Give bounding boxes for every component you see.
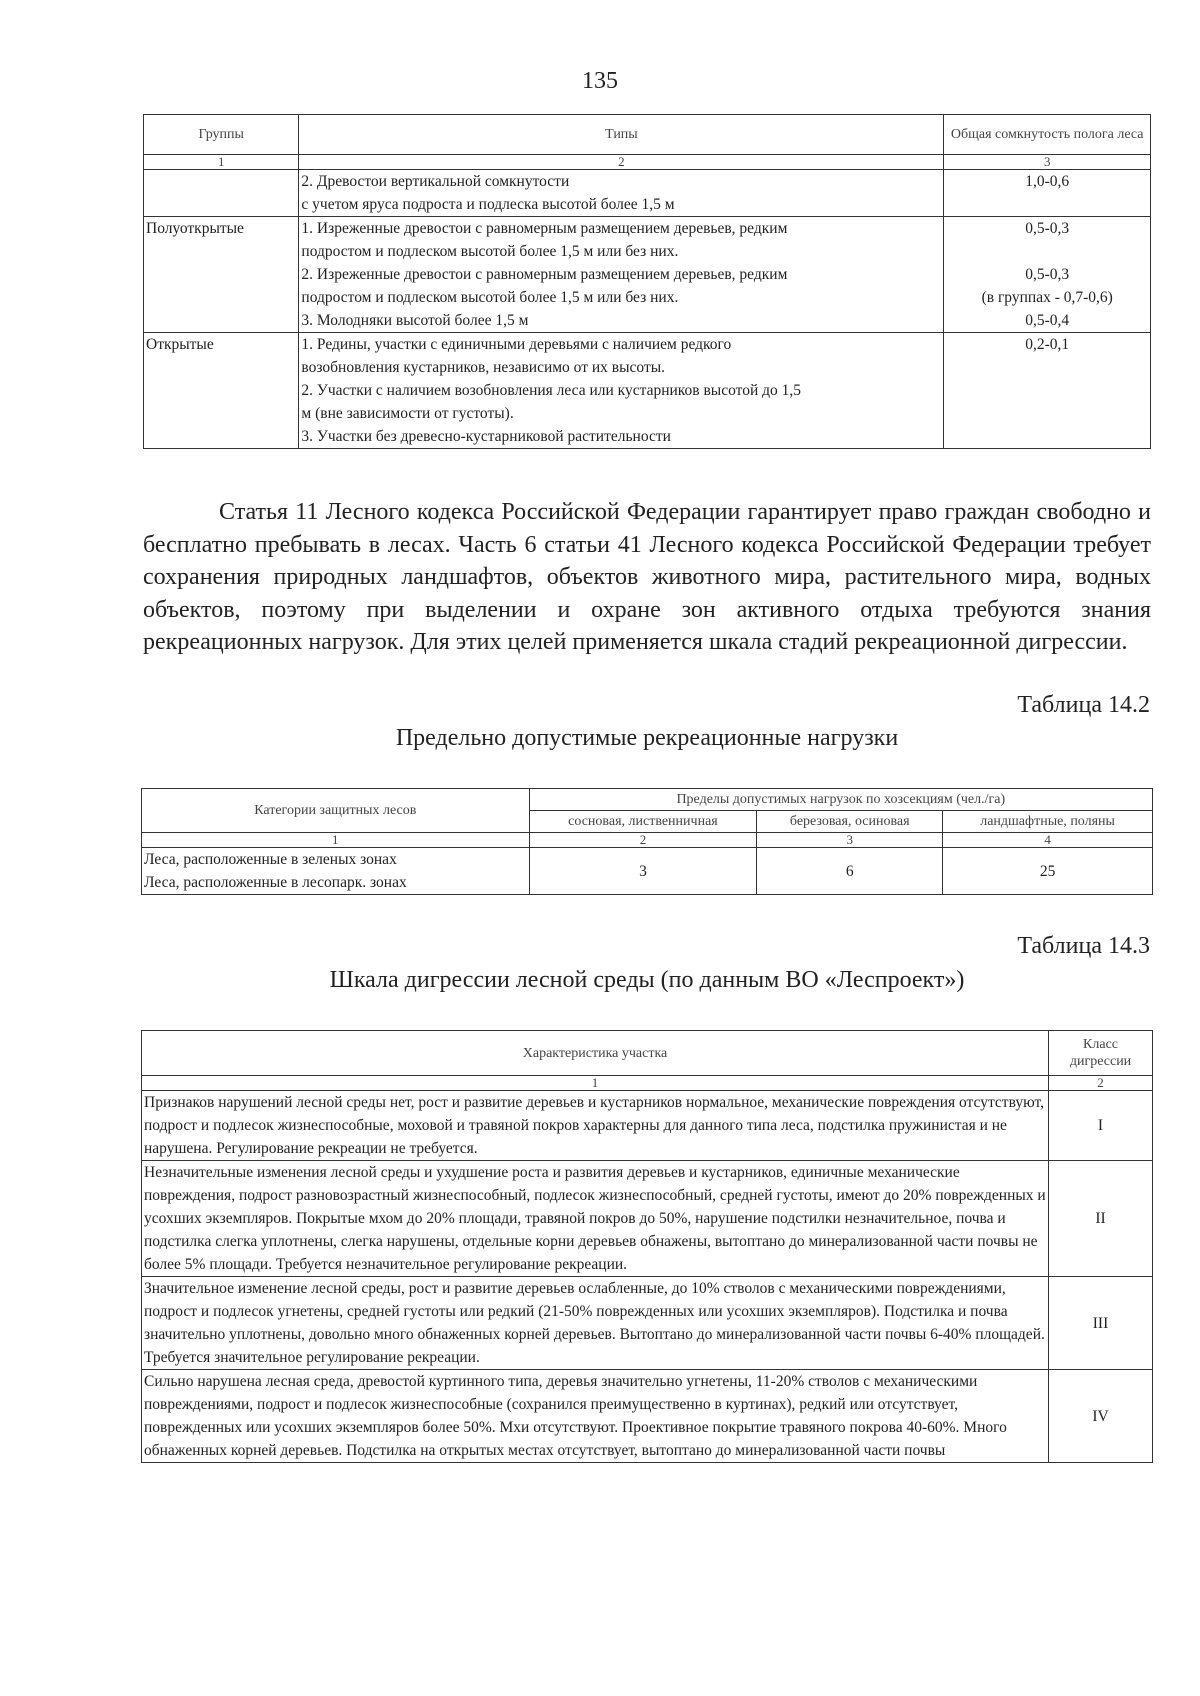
characteristic-text: Незначительные изменения лесной среды и ухудшение роста и развития деревьев и кустарников, единичные механические повреждения, подрост разновозрастный жизнеспособный, подлесок жизнеспособный, средней густоты, имеют до 20% поврежденных и усохших экземпляров. Покрытые мхом до 20% площади, травяной покров до 50%, нарушение подстилки незначительное, почва и подстилка слегка уплотнены, слегка нарушены, отдельные корни деревьев обнажены, вытоптано до минерализованной части почвы не более 5% площади. Требуется незначительное регулирование рекреации. — [142, 1161, 1049, 1277]
type-line: 2. Изреженные древостои с равномерным размещением деревьев, редким — [301, 266, 788, 283]
type-line: подростом и подлеском высотой более 1,5 м или без них. — [301, 243, 679, 260]
type-line: 2. Древостои вертикальной сомкнутости — [301, 173, 570, 190]
characteristic-text: Значительное изменение лесной среды, рост и развитие деревьев ослабленные, до 10% стволов с механическими повреждениями, подрост и подлесок угнетены, средней густоты или редкий (21-50% поврежденных или усохших экземпляров). Подстилка и почва значительно уплотнены, довольно много обнаженных корней деревьев. Вытоптано до минерализованной части почвы 6-40% площадей. Требуется значительное регулирование рекреации. — [142, 1277, 1049, 1370]
column-number: 1 — [142, 833, 530, 848]
table-header-class: Класс дигрессии — [1049, 1031, 1153, 1076]
column-number: 2 — [1049, 1076, 1153, 1091]
table-row — [144, 333, 1151, 449]
load-value: 25 — [943, 848, 1153, 895]
forest-category: Леса, расположенные в зеленых зонах — [144, 851, 397, 868]
table-header-groups: Группы — [144, 115, 299, 155]
type-line: м (вне зависимости от густоты). — [301, 405, 514, 422]
column-number: 1 — [144, 155, 299, 170]
table-row — [144, 217, 1151, 333]
body-paragraph: Статья 11 Лесного кодекса Российской Федерации гарантирует право граждан свободно и бесплатно пребывать в лесах. Часть 6 статьи 41 Лесного кодекса Российской Федерации требует сохранения природных ландшафтов, объектов животного мира, растительного мира, водных объектов, поэтому при выделении и охране зон активного отдыха требуются знания рекреационных нагрузок. Для этих целей применяется шкала стадий рекреационной дигрессии. — [143, 499, 1151, 655]
table-label: Таблица 14.2 — [1017, 692, 1150, 718]
table-label: Таблица 14.3 — [1017, 933, 1150, 959]
table-subheader: березовая, осиновая — [757, 811, 943, 833]
digression-class: II — [1049, 1161, 1153, 1277]
column-number: 2 — [529, 833, 757, 848]
table-header-limits: Пределы допустимых нагрузок по хозсекциям (чел./га) — [529, 789, 1152, 811]
column-number: 3 — [757, 833, 943, 848]
type-line: с учетом яруса подроста и подлеска высотой более 1,5 м — [301, 196, 675, 213]
table-header-closure: Общая сомкнутость полога леса — [944, 115, 1151, 155]
column-number: 3 — [944, 155, 1151, 170]
table-row — [142, 1370, 1153, 1463]
canopy-closure-table — [143, 114, 1151, 449]
table-subheader: ландшафтные, поляны — [943, 811, 1153, 833]
recreational-load-table — [141, 788, 1153, 895]
closure-value: 0,2-0,1 — [1025, 336, 1070, 353]
group-name: Открытые — [144, 333, 299, 449]
table-subheader: сосновая, лиственничная — [529, 811, 757, 833]
table-row — [142, 1161, 1153, 1277]
table-row — [142, 1277, 1153, 1370]
column-number: 2 — [299, 155, 944, 170]
type-line: 1. Редины, участки с единичными деревьями с наличием редкого — [301, 336, 732, 353]
digression-class: III — [1049, 1277, 1153, 1370]
digression-class: I — [1049, 1091, 1153, 1161]
table-header-characteristic: Характеристика участка — [142, 1031, 1049, 1076]
closure-value: (в группах - 0,7-0,6) — [981, 289, 1113, 306]
type-line: подростом и подлеском высотой более 1,5 м или без них. — [301, 289, 679, 306]
closure-value: 0,5-0,3 — [1025, 266, 1070, 283]
table-row — [144, 170, 1151, 217]
type-line: 1. Изреженные древостои с равномерным размещением деревьев, редким — [301, 220, 788, 237]
table-header-types: Типы — [299, 115, 944, 155]
table-title: Предельно допустимые рекреационные нагрузки — [395, 725, 899, 751]
type-line: возобновления кустарников, независимо от их высоты. — [301, 359, 666, 376]
table-title: Шкала дигрессии лесной среды (по данным ВО «Леспроект») — [329, 967, 965, 993]
column-number: 1 — [142, 1076, 1049, 1091]
column-number: 4 — [943, 833, 1153, 848]
page-number: 135 — [582, 68, 618, 94]
forest-category: Леса, расположенные в лесопарк. зонах — [144, 874, 407, 891]
closure-value: 1,0-0,6 — [1025, 173, 1070, 190]
table-header-category: Категории защитных лесов — [142, 789, 530, 833]
load-value: 6 — [757, 848, 943, 895]
digression-scale-table — [141, 1030, 1153, 1463]
type-line: 3. Молодняки высотой более 1,5 м — [301, 312, 529, 329]
characteristic-text: Сильно нарушена лесная среда, древостой куртинного типа, деревья значительно угнетены, 11-20% стволов с механическими повреждениями, подрост и подлесок жизнеспособные (сохранился преимущественно в куртинах), редкий или отсутствует, поврежденных или усохших экземпляров более 50%. Мхи отсутствуют. Проективное покрытие травяного покрова 40-60%. Много обнаженных корней деревьев. Подстилка на открытых местах отсутствует, вытоптано до минерализованной части почвы — [142, 1370, 1049, 1463]
type-line: 2. Участки с наличием возобновления леса или кустарников высотой до 1,5 — [301, 382, 802, 399]
group-name: Полуоткрытые — [144, 217, 299, 333]
closure-value: 0,5-0,3 — [1025, 220, 1070, 237]
closure-value: 0,5-0,4 — [1025, 312, 1070, 329]
table-row — [142, 848, 1153, 895]
characteristic-text: Признаков нарушений лесной среды нет, рост и развитие деревьев и кустарников нормальное, механические повреждения отсутствуют, подрост и подлесок жизнеспособные, моховой и травяной покров характерны для данного типа леса, подстилка пружинистая и не нарушена. Регулирование рекреации не требуется. — [142, 1091, 1049, 1161]
table-row — [142, 1091, 1153, 1161]
load-value: 3 — [529, 848, 757, 895]
digression-class: IV — [1049, 1370, 1153, 1463]
type-line: 3. Участки без древесно-кустарниковой растительности — [301, 428, 671, 445]
